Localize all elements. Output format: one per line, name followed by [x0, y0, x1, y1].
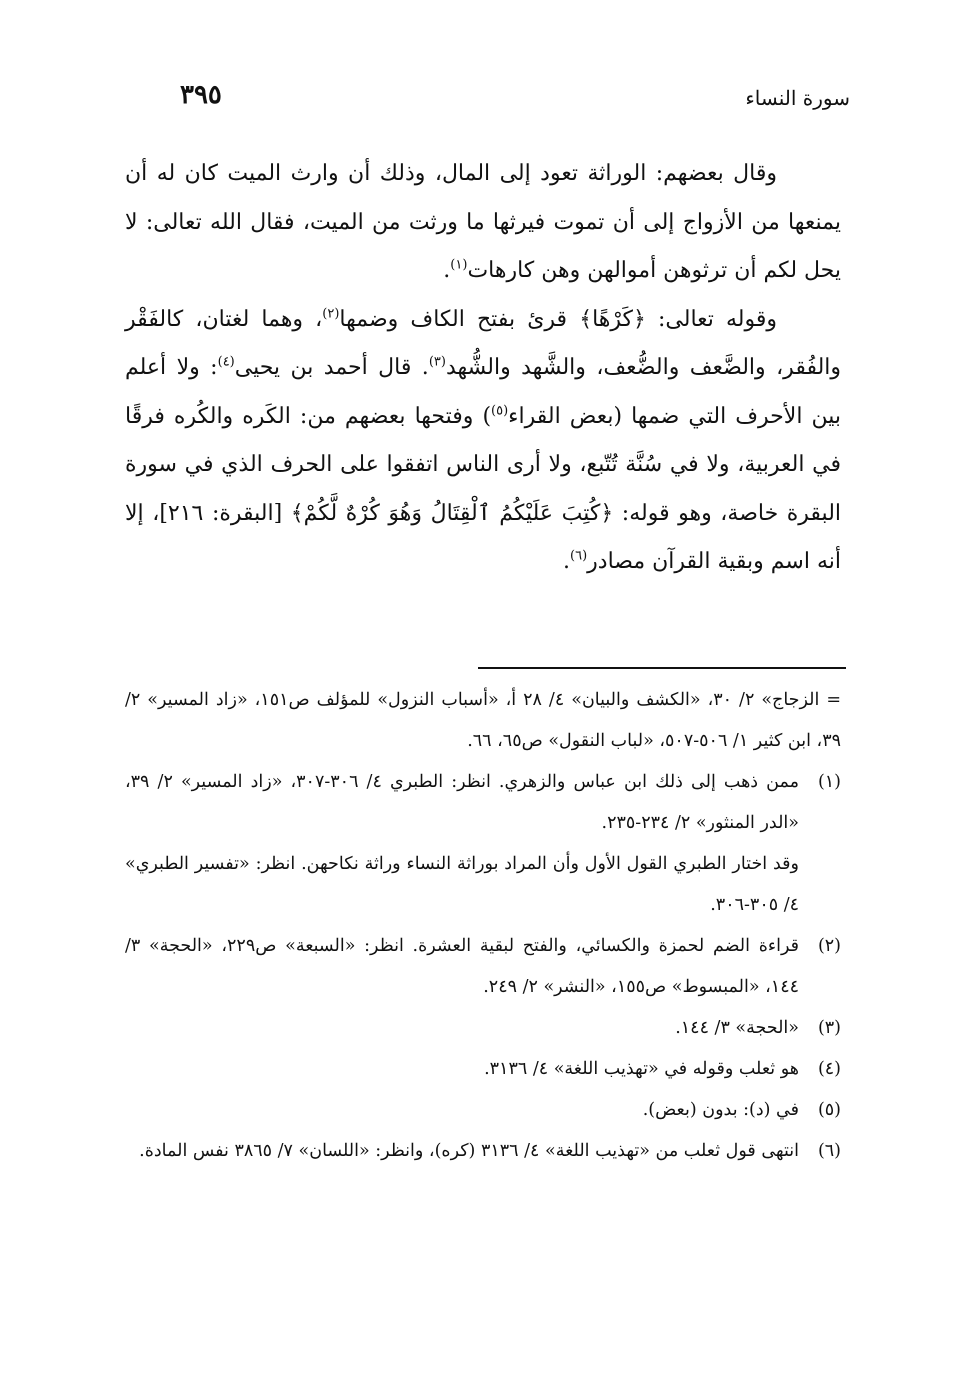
footnote-1-extra: وقد اختار الطبري القول الأول وأن المراد بوراثة النساء وراثة نكاحهن. انظر: «تفسير الطبري» ٤/ ٣٠٥-٣٠٦. — [125, 854, 799, 915]
footnote-6-text: انتهى قول ثعلب من «تهذيب اللغة» ٤/ ٣١٣٦ (كره)، وانظر: «اللسان» ٧/ ٣٨٦٥ نفس المادة. — [139, 1141, 799, 1161]
footnote-4-text: هو ثعلب وقوله في «تهذيب اللغة» ٤/ ٣١٣٦. — [484, 1059, 799, 1079]
footnote-separator — [478, 667, 846, 669]
footnote-3-mark: (٣) — [817, 1018, 841, 1038]
footnote-5-mark: (٥) — [817, 1100, 841, 1120]
footnotes — [125, 680, 841, 1172]
paragraph-2-text-f: ) وفتحها بعضهم من: الكَره والكُره فرقًا في العربية، ولا في سُنَّة تُتّبع، ولا أرى الناس اتفقوا على الحرف الذي في سورة البقرة خاصة، وهو قوله: — [125, 403, 842, 526]
footnote-4-mark: (٤) — [817, 1059, 841, 1079]
paragraph-2-end: . — [563, 549, 571, 574]
footnote-6-mark: (٦) — [817, 1141, 841, 1161]
paragraph-2-text-b: قرئ بفتح الكاف وضمها — [339, 306, 580, 332]
footnote-6 — [125, 1131, 841, 1172]
footnote-ref-4: (٤) — [217, 354, 235, 370]
footnote-ref-1: (١) — [450, 257, 468, 273]
footnote-continuation: = الزجاج» ٢/ ٣٠، «الكشف والبيان» ٤/ ٢٨ أ، «أسباب النزول» للمؤلف ص١٥١، «زاد المسير» ٢/ ٣٩، ابن كثير ١/ ٥٠٦-٥٠٧، «لباب النقول» ص٦٥، ٦٦. — [125, 690, 841, 751]
paragraph-2 — [125, 296, 841, 587]
page-header — [150, 80, 850, 120]
footnote-1-mark: (١) — [817, 772, 841, 792]
footnote-1 — [125, 762, 841, 926]
paragraph-2-text-a: وقوله تعالى: — [645, 306, 778, 332]
footnote-1-text: ممن ذهب إلى ذلك ابن عباس والزهري. انظر: الطبري ٤/ ٣٠٦-٣٠٧، «زاد المسير» ٢/ ٣٩، «الدر المنثور» ٢/ ٢٣٤-٢٣٥. — [125, 772, 799, 833]
footnote-3-text: «الحجة» ٣/ ١٤٤. — [675, 1018, 799, 1038]
footnote-2-text: قراءة الضم لحمزة والكسائي، والفتح لبقية العشرة. انظر: «السبعة» ص٢٢٩، «الحجة» ٣/ ١٤٤، «المبسوط» ص١٥٥، «النشر» ٢/ ٢٤٩. — [125, 936, 799, 997]
footnote-2-mark: (٢) — [817, 936, 841, 956]
paragraph-2-text-c: ، وهما لغتان، كالفَقْر والفُقر، والضَّعف والضُّعف، والشَّهد والشُّهد — [125, 306, 842, 380]
footnote-4 — [125, 1049, 841, 1090]
paragraph-2-text-g: [البقرة: ٢١٦]، إلا أنه اسم وبقية القرآن مصادر — [125, 500, 841, 574]
footnote-ref-6: (٦) — [570, 548, 588, 564]
paragraph-1 — [125, 150, 841, 296]
paragraph-2-text-d: . قال أحمد بن يحيى — [234, 355, 429, 380]
running-title: سورة النساء — [745, 86, 850, 110]
main-text — [125, 150, 841, 587]
footnote-2 — [125, 926, 841, 1008]
footnote-ref-5: (٥) — [491, 403, 509, 419]
paragraph-1-end: . — [443, 258, 451, 283]
footnote-3 — [125, 1008, 841, 1049]
quran-quote-2: ﴿كُتِبَ عَلَيْكُمُ ٱلْقِتَالُ وَهُوَ كُرْهٌ لَّكُمْ﴾ — [290, 500, 614, 526]
footnote-5 — [125, 1090, 841, 1131]
footnote-ref-2: (٢) — [322, 306, 340, 322]
footnote-5-text: في (د): بدون (بعض). — [642, 1100, 799, 1120]
paragraph-2-text-e: : ولا أعلم بين الأحرف التي ضمها (بعض القراء — [125, 355, 841, 429]
footnote-ref-3: (٣) — [428, 354, 446, 370]
paragraph-1-text: وقال بعضهم: الوراثة تعود إلى المال، وذلك أن وارث الميت كان له أن يمنعها من الأزواج إلى أن تموت فيرثها ما ورثت من الميت، فقال الله تعالى: لا يحل لكم أن ترثوهن أموالهن وهن كارهات — [125, 161, 841, 283]
quran-quote-1: ﴿كَرْهًا﴾ — [579, 306, 646, 332]
page-number: ٣٩٥ — [180, 80, 222, 110]
